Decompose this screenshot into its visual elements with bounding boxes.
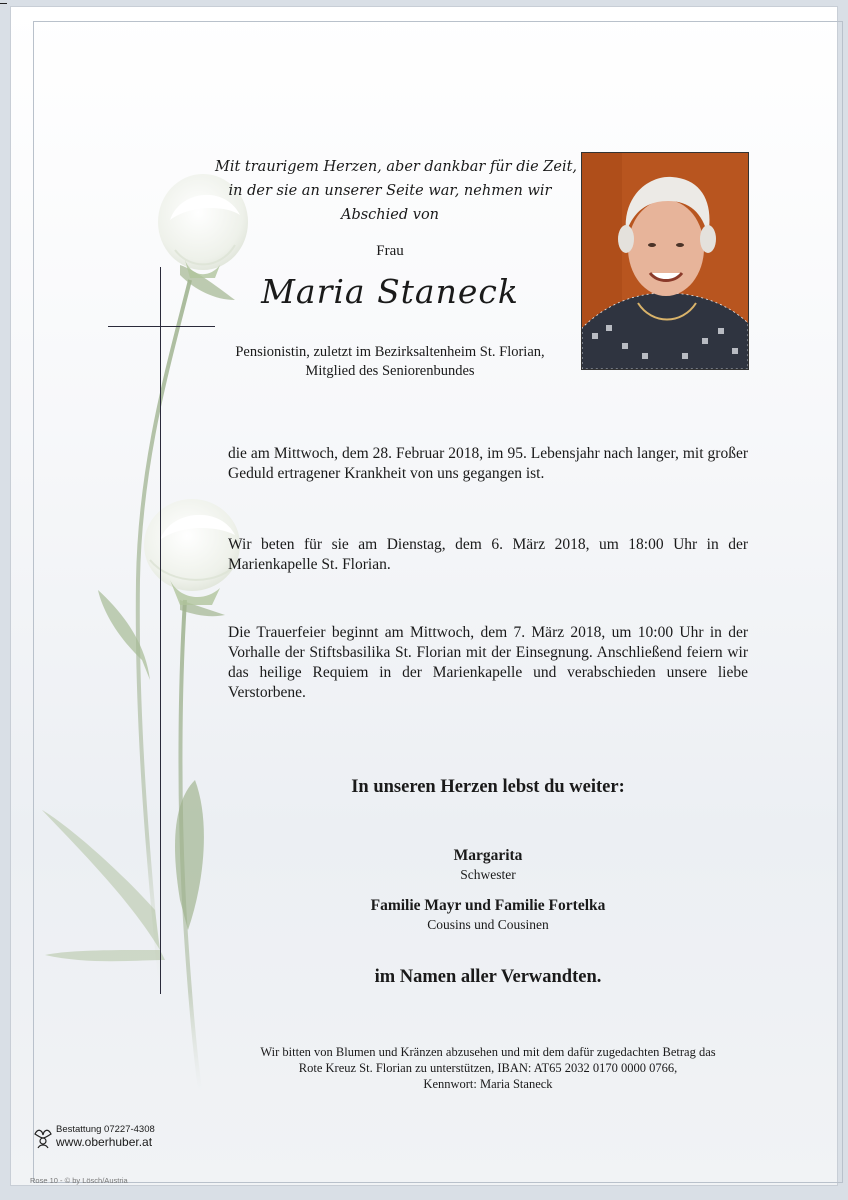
cross-horizontal bbox=[108, 326, 215, 327]
mourner-relation: Schwester bbox=[460, 867, 516, 882]
angel-logo-icon bbox=[32, 1126, 54, 1150]
portrait-photo bbox=[581, 152, 749, 370]
funeral-home-brand bbox=[32, 1124, 192, 1154]
donation-line: Kennwort: Maria Staneck bbox=[423, 1077, 553, 1091]
leaf-2 bbox=[42, 810, 160, 950]
donation-note bbox=[228, 1044, 748, 1092]
intro-text bbox=[215, 155, 578, 227]
occupation-line: Pensionistin, zuletzt im Bezirksaltenheim St. Florian, bbox=[235, 344, 545, 360]
closing-title: In unseren Herzen lebst du weiter: bbox=[351, 777, 625, 797]
rose-bloom-lower bbox=[144, 499, 240, 605]
corner-mark bbox=[0, 3, 7, 4]
occupation-line: Mitglied des Seniorenbundes bbox=[305, 363, 475, 379]
mourner-name: Familie Mayr und Familie Fortelka bbox=[370, 897, 606, 914]
brand-website[interactable]: www.oberhuber.at bbox=[56, 1135, 153, 1149]
intro-line: Mit traurigem Herzen, aber dankbar für die Zeit, bbox=[215, 159, 578, 175]
donation-line: Wir bitten von Blumen und Kränzen abzusehen und mit dem dafür zugedachten Betrag das bbox=[260, 1045, 716, 1059]
death-announcement: die am Mittwoch, dem 28. Februar 2018, im 95. Lebensjahr nach langer, mit großer Geduld ertragener Krankheit von uns gegangen ist. bbox=[228, 445, 748, 482]
occupation bbox=[215, 343, 565, 381]
mourner-entry bbox=[228, 846, 748, 883]
brand-phone: Bestattung 07227-4308 bbox=[56, 1124, 155, 1135]
intro-line: in der sie an unserer Seite war, nehmen wir bbox=[228, 183, 552, 199]
salutation: Frau bbox=[376, 243, 404, 259]
deceased-name: Maria Staneck bbox=[261, 272, 519, 311]
mourner-relation: Cousins und Cousinen bbox=[427, 917, 549, 932]
donation-line: Rote Kreuz St. Florian zu unterstützen, IBAN: AT65 2032 0170 0000 0766, bbox=[298, 1061, 678, 1075]
funeral-announcement: Die Trauerfeier beginnt am Mittwoch, dem 7. März 2018, um 10:00 Uhr in der Vorhalle der Stiftsbasilika St. Florian mit der Einsegnung. Anschließend feiern wir das heilige Requiem in der Marienkapelle und verabschieden unsere liebe Verstorbene. bbox=[228, 624, 748, 701]
mourner-name: Margarita bbox=[453, 847, 523, 864]
leaf-3 bbox=[45, 950, 165, 961]
cross-vertical bbox=[160, 267, 161, 994]
intro-line: Abschied von bbox=[340, 207, 440, 223]
on-behalf-line: im Namen aller Verwandten. bbox=[374, 967, 602, 987]
prayer-announcement: Wir beten für sie am Dienstag, dem 6. März 2018, um 18:00 Uhr in der Marienkapelle St. Florian. bbox=[228, 536, 748, 573]
leaf-1 bbox=[98, 590, 150, 680]
image-credit: Rose 10 - © by Lösch/Austria bbox=[30, 1176, 128, 1185]
mourner-entry bbox=[228, 896, 748, 933]
